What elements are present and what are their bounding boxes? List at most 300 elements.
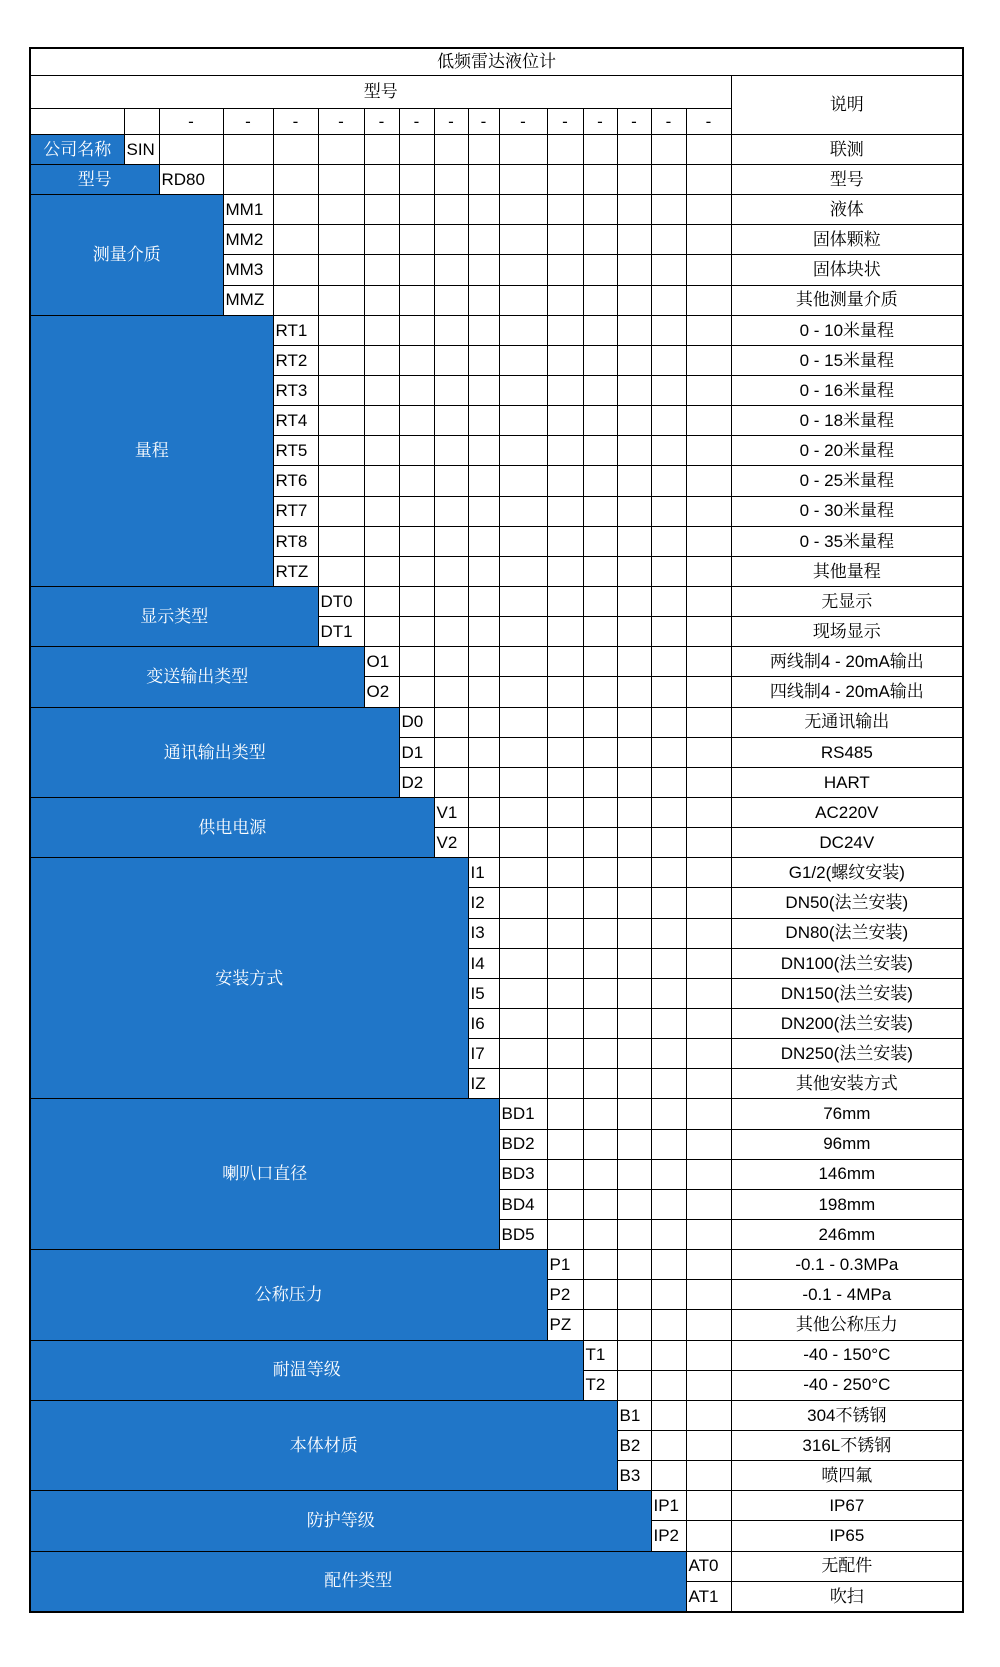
empty-cell xyxy=(617,1280,651,1310)
empty-cell xyxy=(318,134,364,164)
empty-cell xyxy=(583,858,617,888)
empty-cell xyxy=(651,1340,686,1370)
description-cell: 无通讯输出 xyxy=(731,707,963,737)
empty-cell xyxy=(583,1008,617,1038)
empty-cell xyxy=(617,165,651,195)
code-cell: BD3 xyxy=(499,1159,547,1189)
empty-cell xyxy=(499,798,547,828)
empty-cell xyxy=(499,556,547,586)
empty-cell xyxy=(651,1008,686,1038)
empty-cell xyxy=(617,436,651,466)
empty-cell xyxy=(651,496,686,526)
code-cell: IZ xyxy=(468,1069,499,1099)
code-cell: MM2 xyxy=(223,225,273,255)
title-row xyxy=(30,48,963,75)
empty-cell xyxy=(434,617,468,647)
empty-cell xyxy=(499,828,547,858)
empty-cell xyxy=(468,617,499,647)
description-cell: 0 - 35米量程 xyxy=(731,526,963,556)
category-cell: 量程 xyxy=(30,315,273,586)
empty-cell xyxy=(318,556,364,586)
empty-cell xyxy=(468,285,499,315)
empty-cell xyxy=(499,647,547,677)
empty-cell xyxy=(547,1219,583,1249)
empty-cell xyxy=(686,1430,731,1460)
empty-cell xyxy=(434,466,468,496)
description-cell: 喷四氟 xyxy=(731,1461,963,1491)
empty-cell xyxy=(468,798,499,828)
empty-cell xyxy=(583,1069,617,1099)
empty-cell xyxy=(364,255,399,285)
empty-cell xyxy=(583,737,617,767)
description-cell: AC220V xyxy=(731,798,963,828)
empty-cell xyxy=(499,1008,547,1038)
empty-cell xyxy=(547,677,583,707)
empty-cell xyxy=(499,948,547,978)
empty-cell xyxy=(686,888,731,918)
empty-cell xyxy=(499,315,547,345)
empty-cell xyxy=(583,195,617,225)
empty-cell xyxy=(434,406,468,436)
empty-cell xyxy=(651,285,686,315)
empty-cell xyxy=(651,858,686,888)
empty-cell xyxy=(651,888,686,918)
empty-cell xyxy=(364,587,399,617)
empty-cell xyxy=(547,436,583,466)
description-cell: 0 - 10米量程 xyxy=(731,315,963,345)
empty-cell xyxy=(651,767,686,797)
empty-cell xyxy=(651,526,686,556)
empty-cell xyxy=(583,978,617,1008)
empty-cell xyxy=(547,195,583,225)
empty-cell xyxy=(499,587,547,617)
empty-cell xyxy=(617,1159,651,1189)
empty-cell xyxy=(686,436,731,466)
empty-cell xyxy=(686,1491,731,1521)
empty-cell xyxy=(364,496,399,526)
empty-cell xyxy=(583,376,617,406)
empty-cell xyxy=(547,828,583,858)
description-header: 说明 xyxy=(731,75,963,134)
empty-cell xyxy=(547,707,583,737)
empty-cell xyxy=(499,888,547,918)
empty-cell xyxy=(159,134,223,164)
empty-cell xyxy=(651,587,686,617)
category-cell: 防护等级 xyxy=(30,1491,651,1551)
empty-cell xyxy=(686,195,731,225)
empty-cell xyxy=(499,225,547,255)
category-cell: 变送输出类型 xyxy=(30,647,364,707)
empty-cell xyxy=(318,436,364,466)
empty-cell xyxy=(434,255,468,285)
empty-cell xyxy=(617,315,651,345)
empty-cell xyxy=(399,436,434,466)
empty-cell xyxy=(30,108,124,134)
empty-cell xyxy=(583,165,617,195)
empty-cell xyxy=(399,345,434,375)
description-cell: 四线制4 - 20mA输出 xyxy=(731,677,963,707)
empty-cell xyxy=(686,1219,731,1249)
empty-cell xyxy=(686,376,731,406)
empty-cell xyxy=(399,587,434,617)
empty-cell xyxy=(583,526,617,556)
empty-cell xyxy=(651,1219,686,1249)
empty-cell xyxy=(617,1250,651,1280)
description-cell: -0.1 - 0.3MPa xyxy=(731,1250,963,1280)
empty-cell xyxy=(468,345,499,375)
empty-cell xyxy=(318,195,364,225)
category-cell: 通讯输出类型 xyxy=(30,707,399,797)
empty-cell xyxy=(651,1370,686,1400)
empty-cell xyxy=(617,496,651,526)
empty-cell xyxy=(499,134,547,164)
empty-cell xyxy=(434,677,468,707)
empty-cell xyxy=(686,1370,731,1400)
empty-cell xyxy=(617,195,651,225)
description-cell: RS485 xyxy=(731,737,963,767)
empty-cell xyxy=(124,108,159,134)
code-separator: - xyxy=(273,108,318,134)
model-code-header: 型号 xyxy=(30,75,731,108)
description-cell: 其他测量介质 xyxy=(731,285,963,315)
empty-cell xyxy=(434,195,468,225)
empty-cell xyxy=(583,436,617,466)
code-cell: I5 xyxy=(468,978,499,1008)
empty-cell xyxy=(583,1250,617,1280)
empty-cell xyxy=(468,828,499,858)
empty-cell xyxy=(686,1099,731,1129)
empty-cell xyxy=(547,948,583,978)
empty-cell xyxy=(318,526,364,556)
code-cell: BD5 xyxy=(499,1219,547,1249)
code-separator: - xyxy=(364,108,399,134)
empty-cell xyxy=(499,466,547,496)
description-cell: 316L不锈钢 xyxy=(731,1430,963,1460)
code-cell: D2 xyxy=(399,767,434,797)
table-row xyxy=(30,1099,963,1129)
empty-cell xyxy=(399,225,434,255)
description-cell: 0 - 15米量程 xyxy=(731,345,963,375)
empty-cell xyxy=(468,466,499,496)
empty-cell xyxy=(547,466,583,496)
code-cell: O1 xyxy=(364,647,399,677)
empty-cell xyxy=(617,1099,651,1129)
code-cell: RT1 xyxy=(273,315,318,345)
empty-cell xyxy=(499,978,547,1008)
code-separator: - xyxy=(617,108,651,134)
empty-cell xyxy=(686,165,731,195)
empty-cell xyxy=(686,737,731,767)
code-cell: D1 xyxy=(399,737,434,767)
header-row xyxy=(30,75,963,108)
empty-cell xyxy=(434,165,468,195)
empty-cell xyxy=(468,677,499,707)
code-separator: - xyxy=(686,108,731,134)
empty-cell xyxy=(583,1129,617,1159)
empty-cell xyxy=(583,587,617,617)
code-cell: I1 xyxy=(468,858,499,888)
empty-cell xyxy=(583,345,617,375)
empty-cell xyxy=(583,1039,617,1069)
code-cell: B3 xyxy=(617,1461,651,1491)
empty-cell xyxy=(223,134,273,164)
code-cell: BD2 xyxy=(499,1129,547,1159)
empty-cell xyxy=(468,496,499,526)
description-cell: 0 - 16米量程 xyxy=(731,376,963,406)
empty-cell xyxy=(583,406,617,436)
empty-cell xyxy=(434,315,468,345)
empty-cell xyxy=(686,677,731,707)
empty-cell xyxy=(617,767,651,797)
empty-cell xyxy=(547,798,583,828)
category-cell: 公司名称 xyxy=(30,134,124,164)
empty-cell xyxy=(318,225,364,255)
table-container xyxy=(29,47,964,1613)
empty-cell xyxy=(434,285,468,315)
empty-cell xyxy=(547,406,583,436)
empty-cell xyxy=(583,285,617,315)
empty-cell xyxy=(651,1039,686,1069)
empty-cell xyxy=(547,285,583,315)
empty-cell xyxy=(651,1310,686,1340)
empty-cell xyxy=(583,707,617,737)
empty-cell xyxy=(499,255,547,285)
empty-cell xyxy=(617,1039,651,1069)
table-row xyxy=(30,587,963,617)
empty-cell xyxy=(499,345,547,375)
empty-cell xyxy=(617,828,651,858)
description-cell: 0 - 20米量程 xyxy=(731,436,963,466)
empty-cell xyxy=(364,406,399,436)
code-cell: T1 xyxy=(583,1340,617,1370)
code-cell: I6 xyxy=(468,1008,499,1038)
description-cell: -40 - 150°C xyxy=(731,1340,963,1370)
code-cell: IP1 xyxy=(651,1491,686,1521)
description-cell: 液体 xyxy=(731,195,963,225)
empty-cell xyxy=(499,767,547,797)
empty-cell xyxy=(651,556,686,586)
empty-cell xyxy=(686,858,731,888)
category-cell: 供电电源 xyxy=(30,798,434,858)
empty-cell xyxy=(434,647,468,677)
code-cell: MMZ xyxy=(223,285,273,315)
empty-cell xyxy=(686,466,731,496)
empty-cell xyxy=(434,707,468,737)
empty-cell xyxy=(499,858,547,888)
empty-cell xyxy=(651,647,686,677)
empty-cell xyxy=(434,496,468,526)
empty-cell xyxy=(651,1430,686,1460)
empty-cell xyxy=(583,1219,617,1249)
code-cell: DT1 xyxy=(318,617,364,647)
empty-cell xyxy=(651,466,686,496)
empty-cell xyxy=(617,918,651,948)
empty-cell xyxy=(651,195,686,225)
code-cell: PZ xyxy=(547,1310,583,1340)
code-separator: - xyxy=(159,108,223,134)
empty-cell xyxy=(651,918,686,948)
description-cell: 无配件 xyxy=(731,1551,963,1581)
empty-cell xyxy=(364,376,399,406)
empty-cell xyxy=(617,345,651,375)
empty-cell xyxy=(223,165,273,195)
empty-cell xyxy=(318,345,364,375)
empty-cell xyxy=(547,1008,583,1038)
code-cell: I2 xyxy=(468,888,499,918)
table-row xyxy=(30,134,963,164)
category-cell: 测量介质 xyxy=(30,195,223,316)
empty-cell xyxy=(583,828,617,858)
empty-cell xyxy=(583,767,617,797)
empty-cell xyxy=(547,225,583,255)
empty-cell xyxy=(651,677,686,707)
empty-cell xyxy=(651,798,686,828)
empty-cell xyxy=(499,526,547,556)
table-row xyxy=(30,1340,963,1370)
empty-cell xyxy=(651,165,686,195)
empty-cell xyxy=(651,828,686,858)
empty-cell xyxy=(318,376,364,406)
empty-cell xyxy=(617,1310,651,1340)
empty-cell xyxy=(651,1189,686,1219)
code-cell: I7 xyxy=(468,1039,499,1069)
table-row xyxy=(30,195,963,225)
empty-cell xyxy=(686,617,731,647)
empty-cell xyxy=(434,767,468,797)
empty-cell xyxy=(686,496,731,526)
empty-cell xyxy=(583,1159,617,1189)
table-row xyxy=(30,707,963,737)
description-cell: 固体块状 xyxy=(731,255,963,285)
empty-cell xyxy=(318,255,364,285)
empty-cell xyxy=(617,587,651,617)
empty-cell xyxy=(547,767,583,797)
empty-cell xyxy=(499,1069,547,1099)
empty-cell xyxy=(651,737,686,767)
code-cell: RT2 xyxy=(273,345,318,375)
code-cell: B2 xyxy=(617,1430,651,1460)
empty-cell xyxy=(617,798,651,828)
empty-cell xyxy=(547,376,583,406)
empty-cell xyxy=(547,1039,583,1069)
empty-cell xyxy=(399,195,434,225)
code-cell: B1 xyxy=(617,1400,651,1430)
empty-cell xyxy=(468,526,499,556)
empty-cell xyxy=(651,315,686,345)
empty-cell xyxy=(547,526,583,556)
empty-cell xyxy=(399,315,434,345)
empty-cell xyxy=(651,406,686,436)
empty-cell xyxy=(651,1280,686,1310)
empty-cell xyxy=(468,315,499,345)
description-cell: G1/2(螺纹安装) xyxy=(731,858,963,888)
empty-cell xyxy=(364,436,399,466)
empty-cell xyxy=(547,1189,583,1219)
description-cell: HART xyxy=(731,767,963,797)
empty-cell xyxy=(583,647,617,677)
empty-cell xyxy=(468,376,499,406)
description-cell: 0 - 18米量程 xyxy=(731,406,963,436)
empty-cell xyxy=(686,767,731,797)
empty-cell xyxy=(617,1370,651,1400)
description-cell: 无显示 xyxy=(731,587,963,617)
code-cell: BD1 xyxy=(499,1099,547,1129)
empty-cell xyxy=(468,647,499,677)
code-separator: - xyxy=(651,108,686,134)
empty-cell xyxy=(273,255,318,285)
empty-cell xyxy=(318,496,364,526)
empty-cell xyxy=(686,948,731,978)
empty-cell xyxy=(434,376,468,406)
empty-cell xyxy=(686,1280,731,1310)
code-cell: RD80 xyxy=(159,165,223,195)
empty-cell xyxy=(547,1099,583,1129)
empty-cell xyxy=(651,948,686,978)
empty-cell xyxy=(617,647,651,677)
empty-cell xyxy=(686,1069,731,1099)
code-cell: RTZ xyxy=(273,556,318,586)
empty-cell xyxy=(434,345,468,375)
empty-cell xyxy=(686,1129,731,1159)
code-cell: IP2 xyxy=(651,1521,686,1551)
table-row xyxy=(30,1250,963,1280)
empty-cell xyxy=(547,165,583,195)
empty-cell xyxy=(499,707,547,737)
empty-cell xyxy=(399,376,434,406)
empty-cell xyxy=(686,134,731,164)
empty-cell xyxy=(617,1189,651,1219)
code-separator: - xyxy=(434,108,468,134)
empty-cell xyxy=(583,134,617,164)
empty-cell xyxy=(617,1219,651,1249)
empty-cell xyxy=(547,134,583,164)
empty-cell xyxy=(617,255,651,285)
empty-cell xyxy=(651,1069,686,1099)
code-cell: T2 xyxy=(583,1370,617,1400)
empty-cell xyxy=(364,134,399,164)
code-separator: - xyxy=(468,108,499,134)
empty-cell xyxy=(468,767,499,797)
empty-cell xyxy=(617,978,651,1008)
empty-cell xyxy=(468,436,499,466)
empty-cell xyxy=(547,918,583,948)
empty-cell xyxy=(686,225,731,255)
description-cell: 两线制4 - 20mA输出 xyxy=(731,647,963,677)
empty-cell xyxy=(318,315,364,345)
empty-cell xyxy=(399,617,434,647)
empty-cell xyxy=(434,225,468,255)
code-cell: RT4 xyxy=(273,406,318,436)
empty-cell xyxy=(434,737,468,767)
empty-cell xyxy=(547,255,583,285)
model-selection-table xyxy=(29,47,964,1613)
empty-cell xyxy=(617,1069,651,1099)
empty-cell xyxy=(686,918,731,948)
empty-cell xyxy=(686,1189,731,1219)
description-cell: 其他安装方式 xyxy=(731,1069,963,1099)
empty-cell xyxy=(583,798,617,828)
empty-cell xyxy=(399,496,434,526)
category-cell: 喇叭口直径 xyxy=(30,1099,499,1250)
empty-cell xyxy=(499,165,547,195)
empty-cell xyxy=(399,165,434,195)
empty-cell xyxy=(468,255,499,285)
code-cell: RT3 xyxy=(273,376,318,406)
code-separator: - xyxy=(583,108,617,134)
empty-cell xyxy=(617,376,651,406)
empty-cell xyxy=(468,195,499,225)
empty-cell xyxy=(434,556,468,586)
